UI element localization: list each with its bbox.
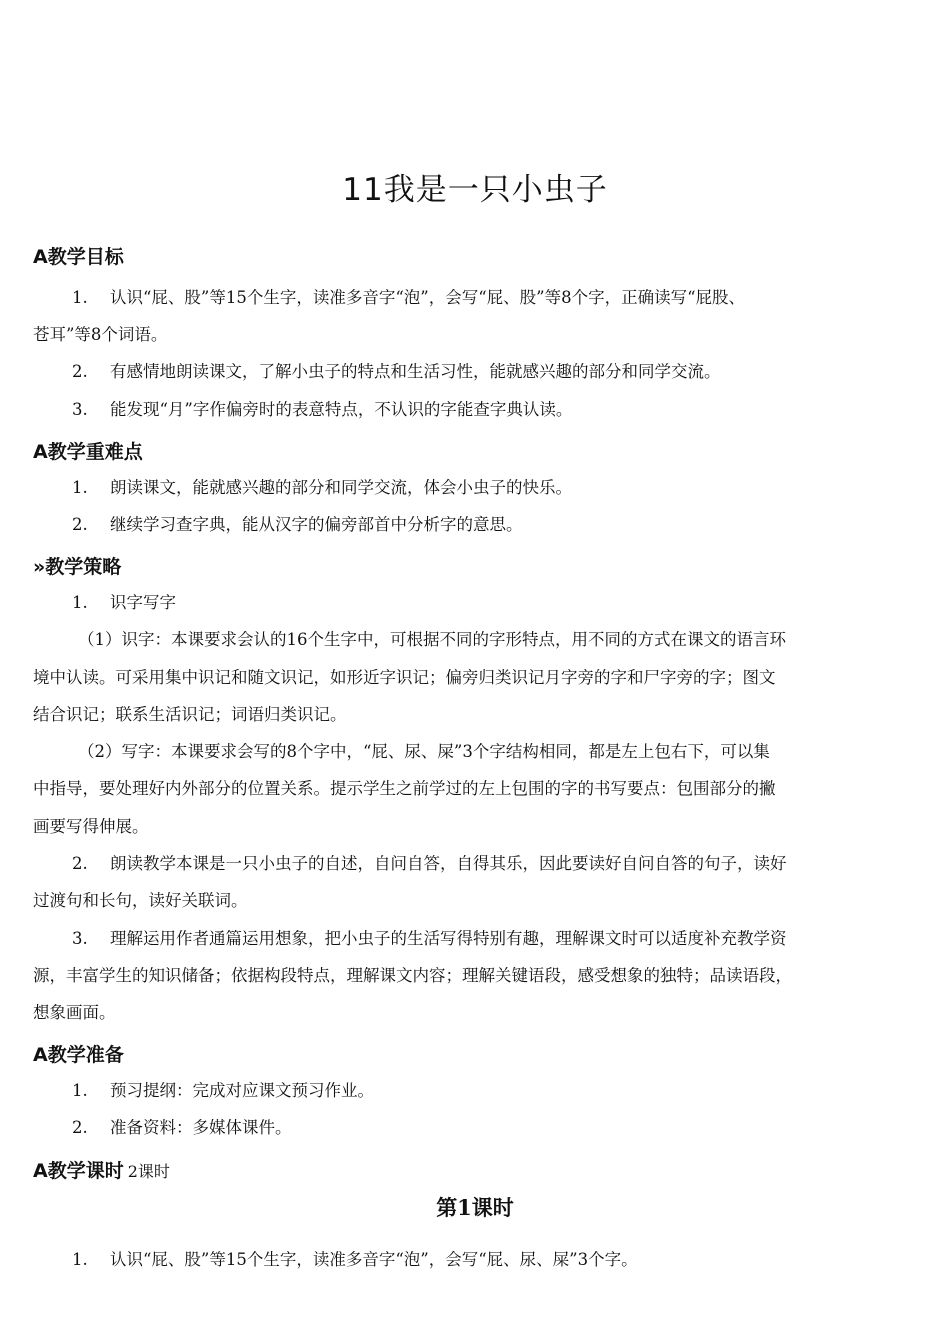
list-number: 2. (72, 515, 88, 534)
prep-item-2 (72, 1114, 292, 1138)
section-heading-goals: A教学目标 (33, 246, 124, 268)
list-text: 有感情地朗读课文，了解小虫子的特点和生活习性，能就感兴趣的部分和同学交流。 (110, 362, 721, 381)
list-number: 2. (72, 854, 88, 873)
page-title: 11我是一只小虫子 (342, 172, 608, 208)
list-number: 1. (72, 288, 88, 307)
section-heading-hours (33, 1156, 170, 1183)
list-text: 预习提纲：完成对应课文预习作业。 (110, 1081, 374, 1100)
list-number: 1. (72, 478, 88, 497)
strategy-item-3-cont-2: 想象画面。 (33, 1003, 116, 1022)
list-text: 识字写字 (110, 593, 176, 612)
strategy-item-2 (72, 850, 787, 874)
list-number: 1. (72, 1081, 88, 1100)
list-text: 认识“屁、股”等15个生字，读准多音字“泡”，会写“屁、股”等8个字，正确读写“屁股、 (110, 288, 746, 307)
section-heading-strategy: »教学策略 (33, 556, 122, 578)
strategy-para-2-line-3: 画要写得伸展。 (33, 817, 149, 836)
lesson-1-item-1 (72, 1246, 638, 1270)
goal-item-3 (72, 396, 572, 420)
list-number: 1. (72, 1250, 88, 1269)
strategy-para-2-line-1: （2）写字：本课要求会写的8个字中，“屁、尿、屎”3个字结构相同，都是左上包右下，可以集 (78, 742, 770, 761)
strategy-para-1-line-1: （1）识字：本课要求会认的16个生字中，可根据不同的字形特点，用不同的方式在课文的语言环 (78, 630, 786, 649)
list-text: 朗读课文，能就感兴趣的部分和同学交流，体会小虫子的快乐。 (110, 478, 572, 497)
goal-item-1 (72, 284, 745, 308)
strategy-item-3 (72, 925, 787, 949)
list-text: 朗读教学本课是一只小虫子的自述，自问自答，自得其乐，因此要读好自问自答的句子，读好 (110, 854, 787, 873)
list-text: 继续学习查字典，能从汉字的偏旁部首中分析字的意思。 (110, 515, 523, 534)
section-heading-prep: A教学准备 (33, 1044, 124, 1066)
strategy-para-1-line-3: 结合识记；联系生活识记；词语归类识记。 (33, 705, 347, 724)
list-text: 认识“屁、股”等15个生字，读准多音字“泡”，会写“屁、尿、屎”3个字。 (110, 1250, 638, 1269)
list-number: 3. (72, 929, 88, 948)
strategy-item-1 (72, 589, 176, 613)
list-number: 2. (72, 362, 88, 381)
strategy-para-2-line-2: 中指导，要处理好内外部分的位置关系。提示学生之前学过的左上包围的字的书写要点：包围部分的撇 (33, 779, 776, 798)
strategy-para-1-line-2: 境中认读。可采用集中识记和随文识记，如形近字识记；偏旁归类识记月字旁的字和尸字旁的字；图文 (33, 668, 776, 687)
section-heading-keypoints: A教学重难点 (33, 441, 143, 463)
prep-item-1 (72, 1077, 374, 1101)
strategy-item-3-cont-1: 源，丰富学生的知识储备；依据构段特点，理解课文内容；理解关键语段，感受想象的独特；品读语段， (33, 966, 792, 985)
goal-item-1-cont: 苍耳”等8个词语。 (33, 325, 168, 344)
list-text: 能发现“月”字作偏旁时的表意特点，不认识的字能查字典认读。 (110, 400, 573, 419)
strategy-item-2-cont: 过渡句和长句，读好关联词。 (33, 891, 248, 910)
keypoint-item-1 (72, 474, 572, 498)
hours-value: 2课时 (127, 1162, 170, 1181)
list-number: 3. (72, 400, 88, 419)
list-number: 1. (72, 593, 88, 612)
goal-item-2 (72, 358, 721, 382)
hours-label: A教学课时 (33, 1160, 124, 1182)
lesson-1-title: 第1课时 (436, 1195, 514, 1220)
list-text: 理解运用作者通篇运用想象，把小虫子的生活写得特别有趣，理解课文时可以适度补充教学资 (110, 929, 787, 948)
keypoint-item-2 (72, 511, 523, 535)
list-number: 2. (72, 1118, 88, 1137)
list-text: 准备资料：多媒体课件。 (110, 1118, 292, 1137)
